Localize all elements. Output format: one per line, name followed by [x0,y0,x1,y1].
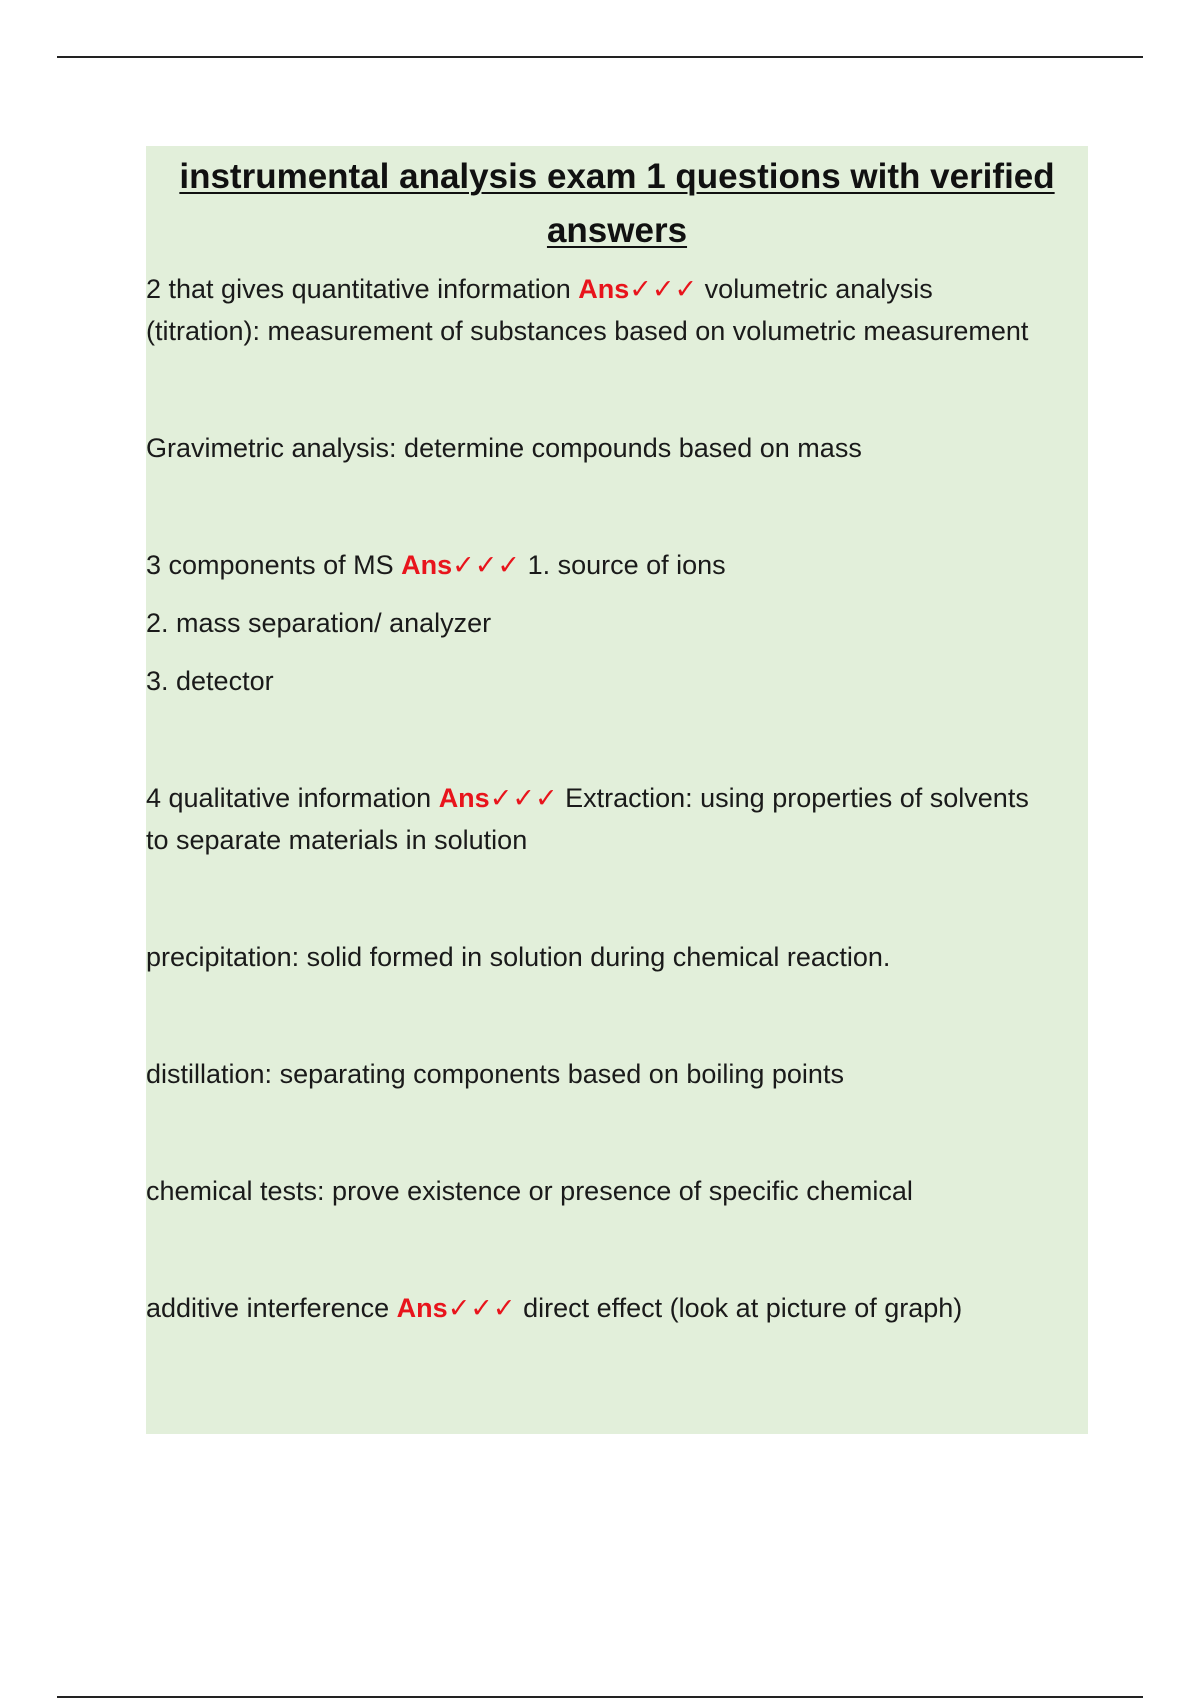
answer-marker: Ans [438,783,490,813]
footer-rule [57,1696,1143,1698]
answer-text: 1. source of ions [527,550,726,580]
question-text: additive interference [146,1293,390,1323]
answer-text: direct effect (look at picture of graph) [523,1293,963,1323]
qa-item [146,268,1048,352]
check-marks-icon: ✓✓✓ [447,1293,516,1323]
note-item: Gravimetric analysis: determine compounds based on mass [146,433,862,463]
answer-line: 3. detector [146,666,274,696]
qa-item [146,544,1048,586]
check-marks-icon: ✓✓✓ [629,274,698,304]
check-marks-icon: ✓✓✓ [452,550,521,580]
note-item: chemical tests: prove existence or presence of specific chemical [146,1176,913,1206]
document-title: instrumental analysis exam 1 questions with verified answers [179,157,1055,250]
answer-text: volumetric analysis (titration): measurement of substances based on volumetric measurement [146,274,1029,346]
question-text: 2 that gives quantitative information [146,274,571,304]
header-rule [57,56,1143,58]
qa-item [146,1287,1048,1329]
qa-item [146,777,1048,861]
note-item: distillation: separating components based on boiling points [146,1059,844,1089]
note-item: precipitation: solid formed in solution during chemical reaction. [146,942,891,972]
document-panel [146,146,1088,1434]
document-content [146,268,1088,1329]
question-text: 3 components of MS [146,550,394,580]
answer-marker: Ans [396,1293,448,1323]
answer-line: 2. mass separation/ analyzer [146,608,492,638]
question-text: 4 qualitative information [146,783,432,813]
answer-marker: Ans [578,274,630,304]
answer-text: Extraction: using properties of solvents to separate materials in solution [146,783,1029,855]
check-marks-icon: ✓✓✓ [489,783,558,813]
answer-marker: Ans [401,550,453,580]
